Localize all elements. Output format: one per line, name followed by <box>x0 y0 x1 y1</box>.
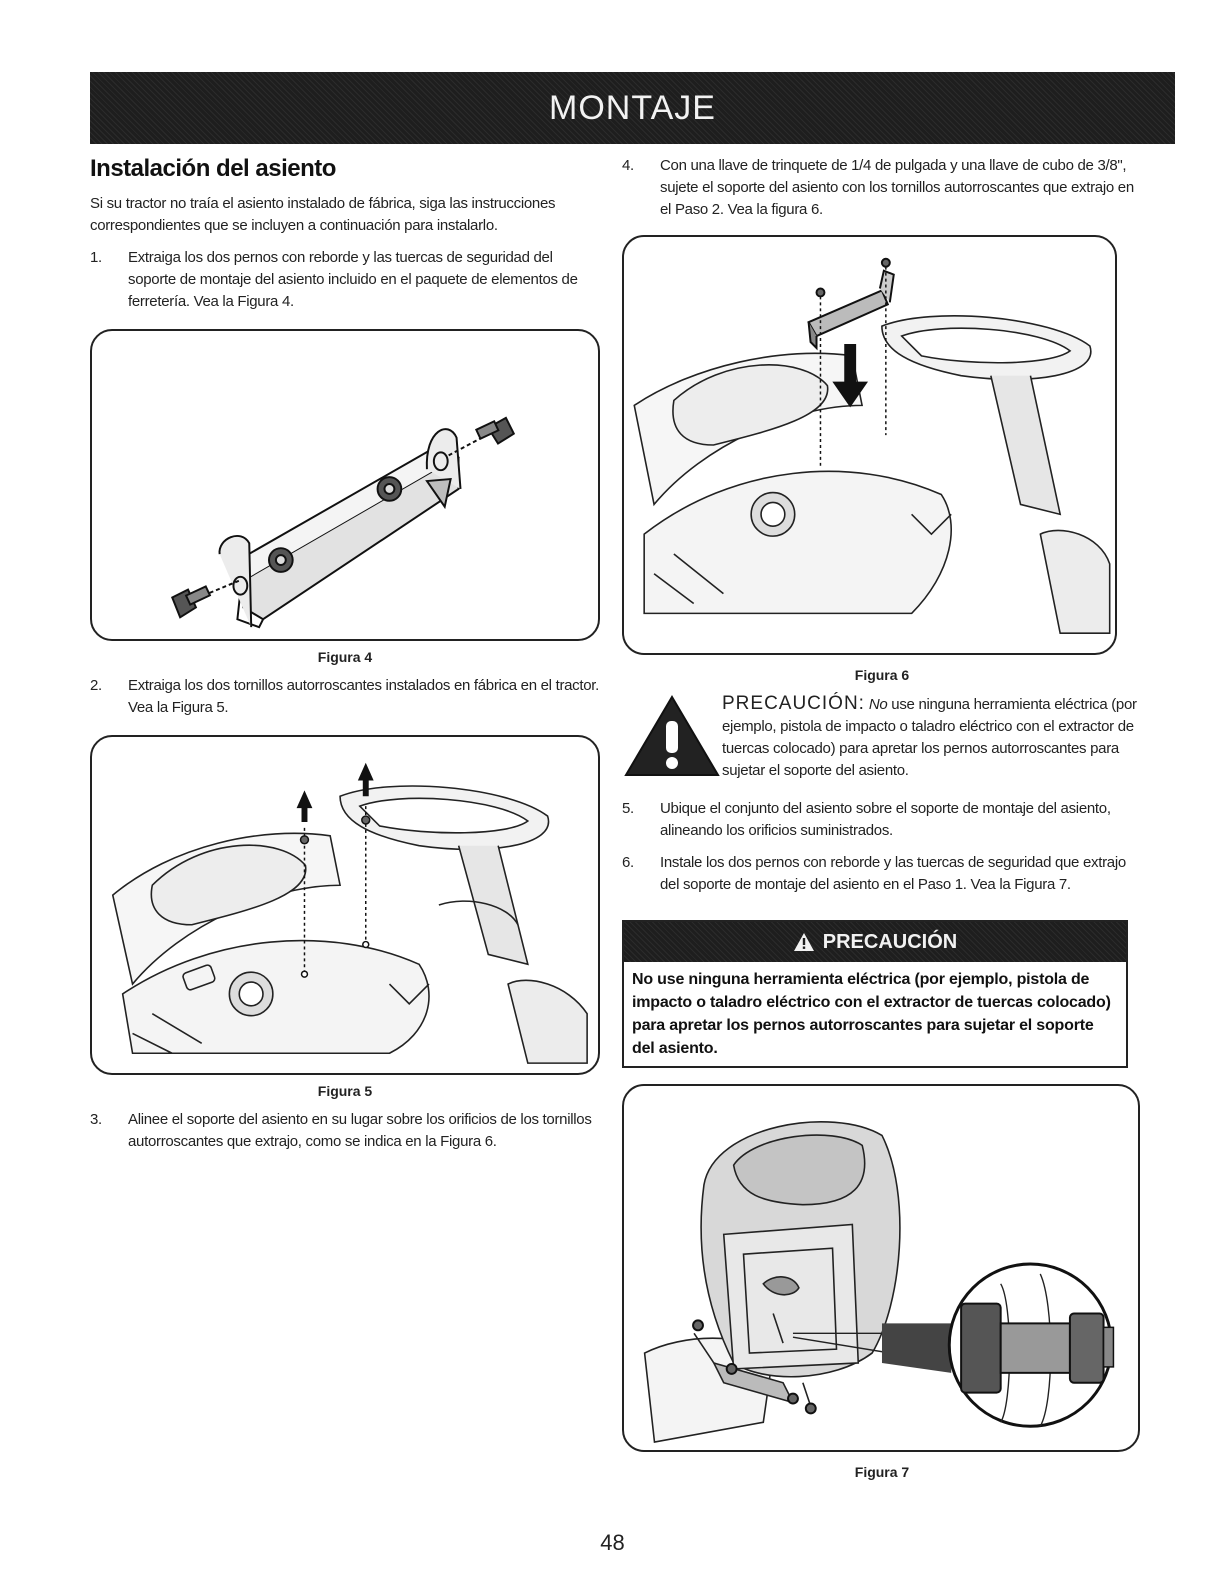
step-number: 5. <box>622 800 634 817</box>
left-column <box>90 155 600 1153</box>
step-number: 1. <box>90 249 102 266</box>
tractor-dash-screws-drawing <box>92 737 598 1073</box>
figure-7-caption: Figura 7 <box>854 1464 910 1480</box>
page-header-title: MONTAJE <box>549 88 716 127</box>
caution-box-header <box>624 922 1126 962</box>
caution-title: PRECAUCIÓN: <box>722 693 865 714</box>
step-6 <box>622 852 1142 896</box>
right-column <box>622 155 1142 1480</box>
step-3 <box>90 1109 600 1153</box>
figure-6-caption: Figura 6 <box>854 667 910 683</box>
step-text: Instale los dos pernos con reborde y las tuercas de seguridad que extrajo del soporte de montaje del asiento en el Paso 1. Vea la Figura 7. <box>660 854 1126 893</box>
step-5 <box>622 798 1142 842</box>
warning-triangle-icon <box>793 932 815 952</box>
figure-5-caption: Figura 5 <box>317 1083 373 1099</box>
step-4 <box>622 155 1142 221</box>
figure-4-illustration <box>90 329 600 641</box>
step-number: 2. <box>90 677 102 694</box>
step-number: 3. <box>90 1111 102 1128</box>
caution-text-block <box>722 693 1142 782</box>
warning-triangle-icon <box>622 693 722 779</box>
caution-box-text: No use ninguna herramienta eléctrica (por ejemplo, pistola de impacto o taladro eléctrico con el extractor de tuercas colocado) para apretar los pernos autorroscantes para sujetar el soporte del asiento. <box>632 971 1111 1057</box>
seat-install-drawing <box>624 1086 1138 1450</box>
step-text: Extraiga los dos tornillos autorroscantes instalados en fábrica en el tractor. Vea la Figura 5. <box>128 677 600 716</box>
step-number: 4. <box>622 157 634 174</box>
step-text: Alinee el soporte del asiento en su lugar sobre los orificios de los tornillos autorroscantes que extrajo, como se indica en la Figura 6. <box>128 1111 592 1150</box>
figure-4-caption: Figura 4 <box>317 649 373 665</box>
section-title: Instalación del asiento <box>90 155 336 182</box>
step-text: Con una llave de trinquete de 1/4 de pulgada y una llave de cubo de 3/8", sujete el soporte del asiento con los tornillos autorroscantes que extrajo en el Paso 2. Vea la figura 6. <box>660 157 1134 218</box>
caution-box-title: PRECAUCIÓN <box>822 930 958 953</box>
step-text: Extraiga los dos pernos con reborde y las tuercas de seguridad del soporte de montaje del asiento incluido en el paquete de elementos de ferretería. Vea la Figura 4. <box>128 249 578 310</box>
header-banner <box>90 72 1175 144</box>
figure-7-illustration <box>622 1084 1140 1452</box>
step-2 <box>90 675 600 719</box>
caution-emphasis: No <box>868 696 888 713</box>
figure-6-illustration <box>622 235 1117 655</box>
section-intro: Si su tractor no traía el asiento instalado de fábrica, siga las instrucciones correspondientes que se incluyen a continuación para instalarlo. <box>90 195 556 234</box>
step-text: Ubique el conjunto del asiento sobre el soporte de montaje del asiento, alineando los orificios suministrados. <box>660 800 1111 839</box>
bracket-over-dash-drawing <box>624 237 1115 653</box>
bracket-hardware-drawing <box>92 331 598 639</box>
caution-text: use ninguna herramienta eléctrica (por ejemplo, pistola de impacto o taladro eléctrico con el extractor de tuercas colocado) para apretar los pernos autorroscantes para sujetar el soporte del asiento. <box>722 696 1137 779</box>
page-number: 48 <box>600 1530 625 1555</box>
step-number: 6. <box>622 854 634 871</box>
figure-5-illustration <box>90 735 600 1075</box>
caution-note <box>622 693 1142 782</box>
caution-box <box>622 920 1128 1068</box>
step-1 <box>90 247 600 313</box>
